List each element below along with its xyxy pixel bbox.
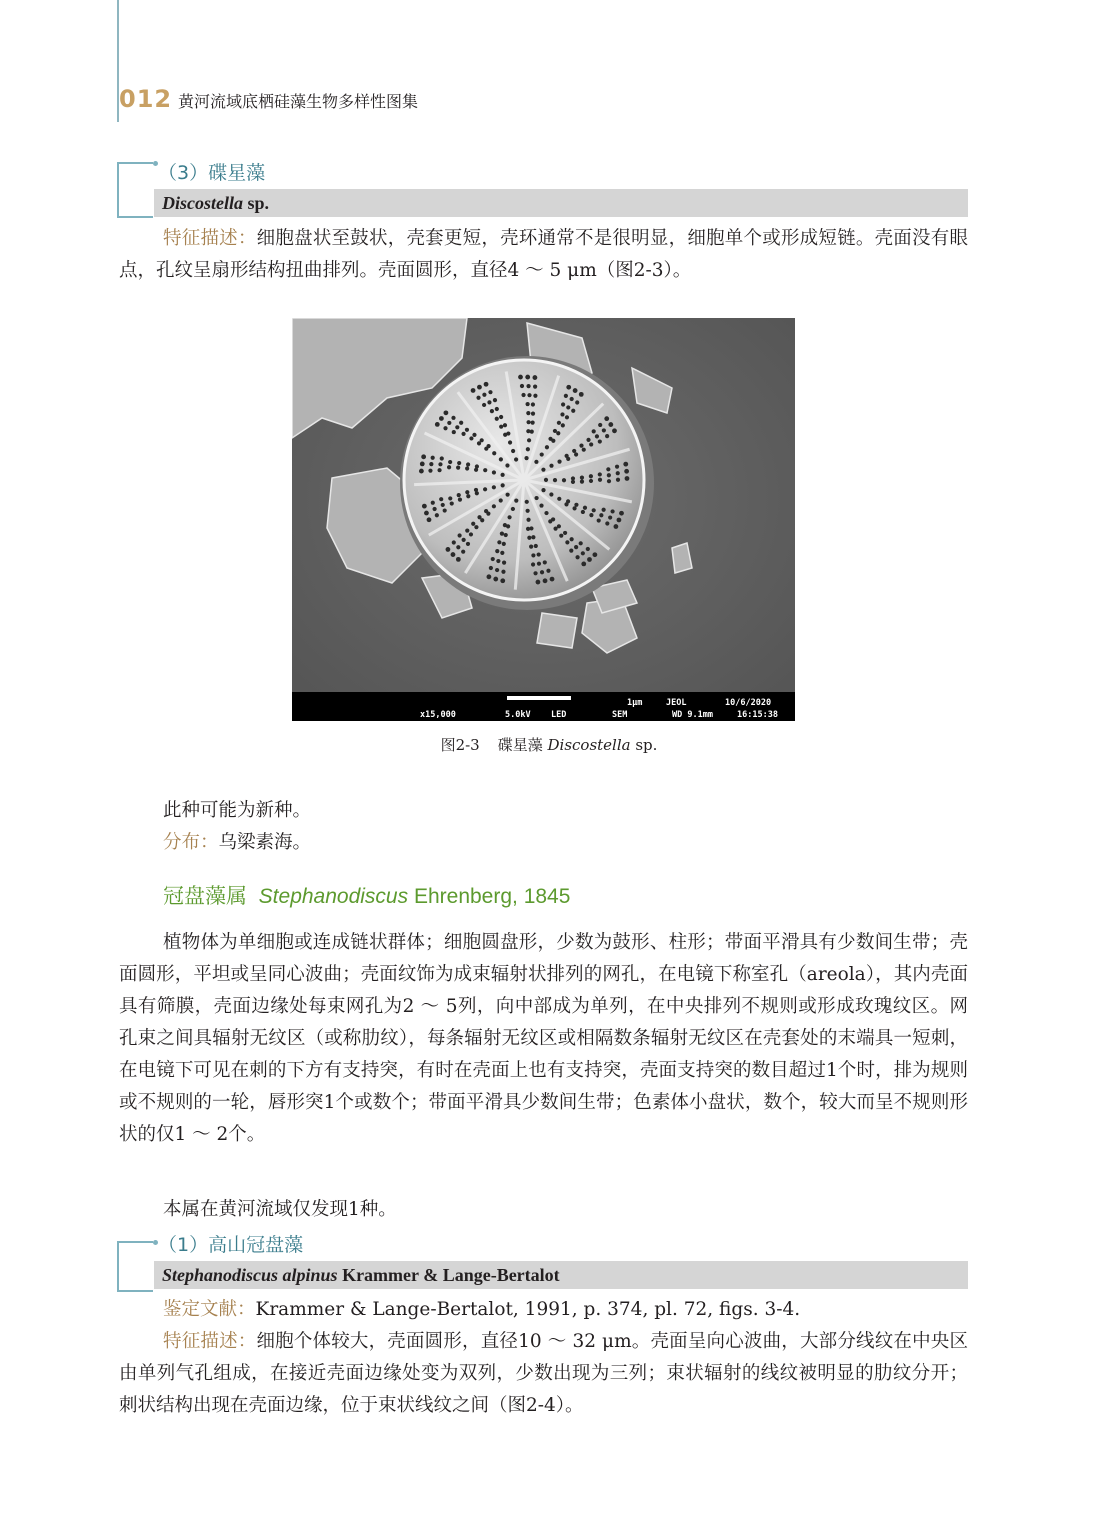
distribution-text: 乌梁素海。 bbox=[218, 832, 312, 853]
genus-heading bbox=[163, 880, 570, 910]
sem-maker: JEOL bbox=[666, 698, 687, 708]
caption-chinese: 碟星藻 bbox=[497, 736, 548, 754]
feature-label: 特征描述： bbox=[163, 228, 257, 249]
caption-italic: Discostella bbox=[547, 736, 631, 754]
scientific-name-italic: Discostella bbox=[162, 193, 243, 213]
identification-reference bbox=[119, 1294, 968, 1326]
section-bracket bbox=[117, 1241, 153, 1292]
sem-voltage: 5.0kV bbox=[505, 710, 531, 720]
scientific-name-rest: sp. bbox=[243, 193, 270, 213]
sem-time: 16:15:38 bbox=[737, 710, 778, 720]
caption-number: 图2-3 bbox=[440, 736, 480, 754]
running-title: 黄河流域底栖硅藻生物多样性图集 bbox=[178, 92, 419, 111]
scientific-name-rest: Krammer & Lange-Bertalot bbox=[337, 1265, 560, 1285]
section-title: （1）高山冠盘藻 bbox=[158, 1234, 304, 1256]
sem-mode: LED bbox=[551, 710, 567, 720]
scientific-name-bar bbox=[154, 189, 968, 217]
caption-rest: sp. bbox=[630, 736, 658, 754]
genus-authority: Ehrenberg, 1845 bbox=[408, 885, 571, 908]
scientific-name-bar bbox=[154, 1261, 968, 1289]
sem-micrograph bbox=[292, 318, 795, 721]
feature-text: 细胞个体较大，壳面圆形，直径10 ～ 32 μm。壳面呈向心波曲，大部分线纹在中央区由单列气孔组成，在接近壳面边缘处变为双列，少数出现为三列；束状辐射的线纹被明显的肋纹分开；刺状结构出现在壳面边缘，位于束状线纹之间（图2-4）。 bbox=[119, 1331, 968, 1416]
feature-text: 细胞盘状至鼓状，壳套更短，壳环通常不是很明显，细胞单个或形成短链。壳面没有眼点，孔纹呈扇形结构扭曲排列。壳面圆形，直径4 ～ 5 μm（图2-3）。 bbox=[119, 228, 968, 281]
genus-description: 植物体为单细胞或连成链状群体；细胞圆盘形，少数为鼓形、柱形；带面平滑具有少数间生带；壳面圆形，平坦或呈同心波曲；壳面纹饰为成束辐射状排列的网孔，在电镜下称室孔（areola），其内壳面具有筛膜，壳面边缘处每束网孔为2 ～ 5列，向中部成为单列，在中央排列不规则或形成玫瑰纹区。网孔束之间具辐射无纹区（或称肋纹），每条辐射无纹区或相隔数条辐射无纹区在壳套处的末端具一短刺，在电镜下可见在刺的下方有支持突，有时在壳面上也有支持突，壳面支持突的数目超过1个时，排为规则或不规则的一轮，唇形突1个或数个；带面平滑具少数间生带；色素体小盘状，数个，较大而呈不规则形状的仅1 ～ 2个。 bbox=[119, 932, 968, 1145]
feature-description bbox=[119, 1326, 968, 1422]
sem-detector: SEM bbox=[612, 710, 628, 720]
sem-magnification: x15,000 bbox=[420, 710, 456, 720]
section-title: （3）碟星藻 bbox=[158, 162, 266, 184]
sem-date: 10/6/2020 bbox=[725, 698, 772, 708]
genus-italic: Stephanodiscus bbox=[258, 885, 409, 908]
scientific-name-italic: Stephanodiscus alpinus bbox=[162, 1265, 338, 1285]
feature-label: 特征描述： bbox=[163, 1331, 257, 1352]
genus-chinese: 冠盘藻属 bbox=[163, 885, 247, 908]
sem-scale-label: 1μm bbox=[627, 698, 643, 708]
figure-caption bbox=[0, 734, 1098, 755]
distribution-label: 分布： bbox=[163, 832, 219, 853]
reference-label: 鉴定文献： bbox=[163, 1299, 256, 1320]
feature-description bbox=[119, 223, 968, 287]
sem-working-distance: WD 9.1mm bbox=[672, 710, 713, 720]
new-species-note: 此种可能为新种。 bbox=[163, 800, 312, 821]
section-bracket bbox=[117, 162, 153, 218]
genus-count: 本属在黄河流域仅发现1种。 bbox=[163, 1199, 397, 1220]
page-number: 012 bbox=[119, 85, 173, 113]
reference-text: Krammer & Lange-Bertalot, 1991, p. 374, pl. 72, figs. 3-4. bbox=[255, 1299, 801, 1320]
distribution bbox=[119, 827, 968, 859]
scale-bar bbox=[507, 696, 571, 700]
